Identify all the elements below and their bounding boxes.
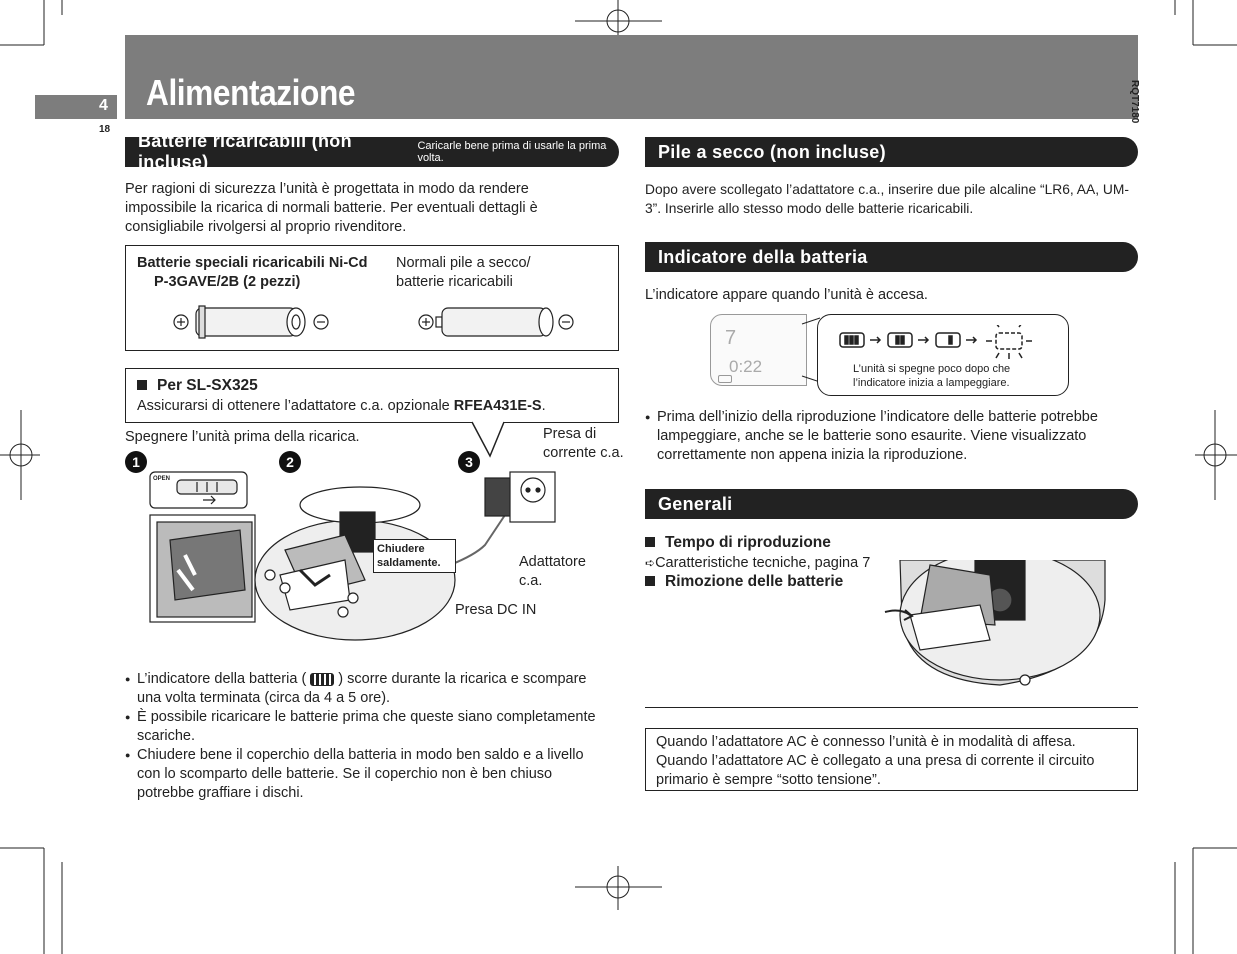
battery-removal-illustration <box>880 560 1110 690</box>
dry-cells-body: Dopo avere scollegato l’adattatore c.a., inserire due pile alcaline “LR6, AA, UM-3”. Inserirle allo stesso modo delle batterie ricaricabili. <box>645 182 1129 216</box>
ni-cd-battery-icon <box>171 304 331 340</box>
general-item-1-ref: ➪Caratteristiche tecniche, pagina 7 <box>645 555 871 571</box>
list-item: ● L’indicatore della batteria ( ) scorre durante la ricarica e scompare una volta terminata (circa da 4 a 5 ore). <box>125 670 610 708</box>
adapter-model: RFEA431E-S <box>453 398 542 414</box>
rechargeable-body: Per ragioni di sicurezza l’unità è progettata in modo da rendere impossibile la ricarica di normali batterie. Per eventuali dettagli è consigliabile rivolgersi al proprio rivenditore. <box>125 181 538 235</box>
page-subnumber: 18 <box>99 124 111 135</box>
divider <box>645 707 1138 708</box>
dc-in-label: Presa DC IN <box>455 602 537 618</box>
display-track: 7 <box>725 327 737 349</box>
document-code: RQT7180 <box>1129 80 1140 124</box>
ni-cd-label-1: Batterie speciali ricaricabili Ni-Cd <box>137 255 368 271</box>
left-bullets <box>125 670 610 803</box>
page-number: 4 <box>99 97 108 114</box>
heading-note: Caricarle bene prima di usarle la prima volta. <box>417 140 607 164</box>
dry-cell-battery-icon <box>416 304 576 340</box>
reference-arrow-icon: ➪ <box>645 556 656 570</box>
battery-indicator-icon <box>310 673 334 686</box>
display-time: 0:22 <box>729 357 763 376</box>
dry-cell-label-2: batterie ricaricabili <box>396 274 513 290</box>
list-item: ● Chiudere bene il coperchio della batteria in modo ben saldo e a livello con lo scomparto delle batterie. Se il coperchio non è ben chiuso potrebbe graffiare i dischi. <box>125 746 610 803</box>
section-heading-dry-cells: Pile a secco (non incluse) <box>645 137 1138 167</box>
step-3-badge: 3 <box>458 451 480 473</box>
general-item-1: Tempo di riproduzione <box>645 534 831 552</box>
indicator-body: L’indicatore appare quando l’unità è accesa. <box>645 287 928 303</box>
step-1-badge: 1 <box>125 451 147 473</box>
section-heading-rechargeable <box>125 131 619 172</box>
indicator-sequence-box <box>817 314 1069 396</box>
ni-cd-label-2: P-3GAVE/2B (2 pezzi) <box>154 274 301 290</box>
display-battery-icon <box>718 375 732 383</box>
step-2-badge: 2 <box>279 451 301 473</box>
outlet-label: Presa di corrente c.a. <box>543 426 624 461</box>
charging-illustration <box>145 460 565 650</box>
model-heading: Per SL-SX325 <box>157 377 258 394</box>
model-note-box: Per SL-SX325 Assicurarsi di ottenere l’adattatore c.a. opzionale RFEA431E-S. <box>125 368 619 423</box>
ac-notice-box <box>645 728 1138 791</box>
charging-instruction: Spegnere l’unità prima della ricarica. <box>125 429 360 445</box>
adapter-label: Adattatore c.a. <box>519 554 586 589</box>
dry-cell-label-1: Normali pile a secco/ <box>396 255 531 271</box>
model-text: Assicurarsi di ottenere l’adattatore c.a. opzionale <box>137 398 454 414</box>
heading-text: Batterie ricaricabili (non incluse) <box>138 131 352 172</box>
close-firmly-label: Chiudere saldamente. <box>373 539 456 573</box>
indicator-caption: L’unità si spegne poco dopo che l’indicatore inizia a lampeggiare. <box>853 363 1011 389</box>
battery-level-sequence <box>836 325 1066 361</box>
section-heading-general: Generali <box>645 489 1138 519</box>
general-item-2: Rimozione delle batterie <box>645 573 843 591</box>
list-item: ● Prima dell’inizio della riproduzione l’indicatore delle batterie potrebbe lampeggiare, anche se le batterie sono esaurite. Viene visualizzato correttamente non appena inizia la riproduzione. <box>645 408 1125 465</box>
indicator-bullet <box>645 408 1125 465</box>
square-bullet <box>645 576 655 586</box>
display-panel <box>710 314 807 386</box>
square-bullet <box>645 537 655 547</box>
notice-line-1: Quando l’adattatore AC è connesso l’unità è in modalità di affesa. <box>656 734 1076 750</box>
page-title: Alimentazione <box>146 72 356 113</box>
notice-line-2: Quando l’adattatore AC è collegato a una presa di corrente il circuito primario è sempre “sotto tensione”. <box>656 753 1095 788</box>
square-bullet <box>137 380 147 390</box>
battery-types-box <box>125 245 619 351</box>
section-heading-indicator: Indicatore della batteria <box>645 242 1138 272</box>
open-label: OPEN <box>153 476 171 482</box>
list-item: ● È possibile ricaricare le batterie prima che queste siano completamente scariche. <box>125 708 610 746</box>
